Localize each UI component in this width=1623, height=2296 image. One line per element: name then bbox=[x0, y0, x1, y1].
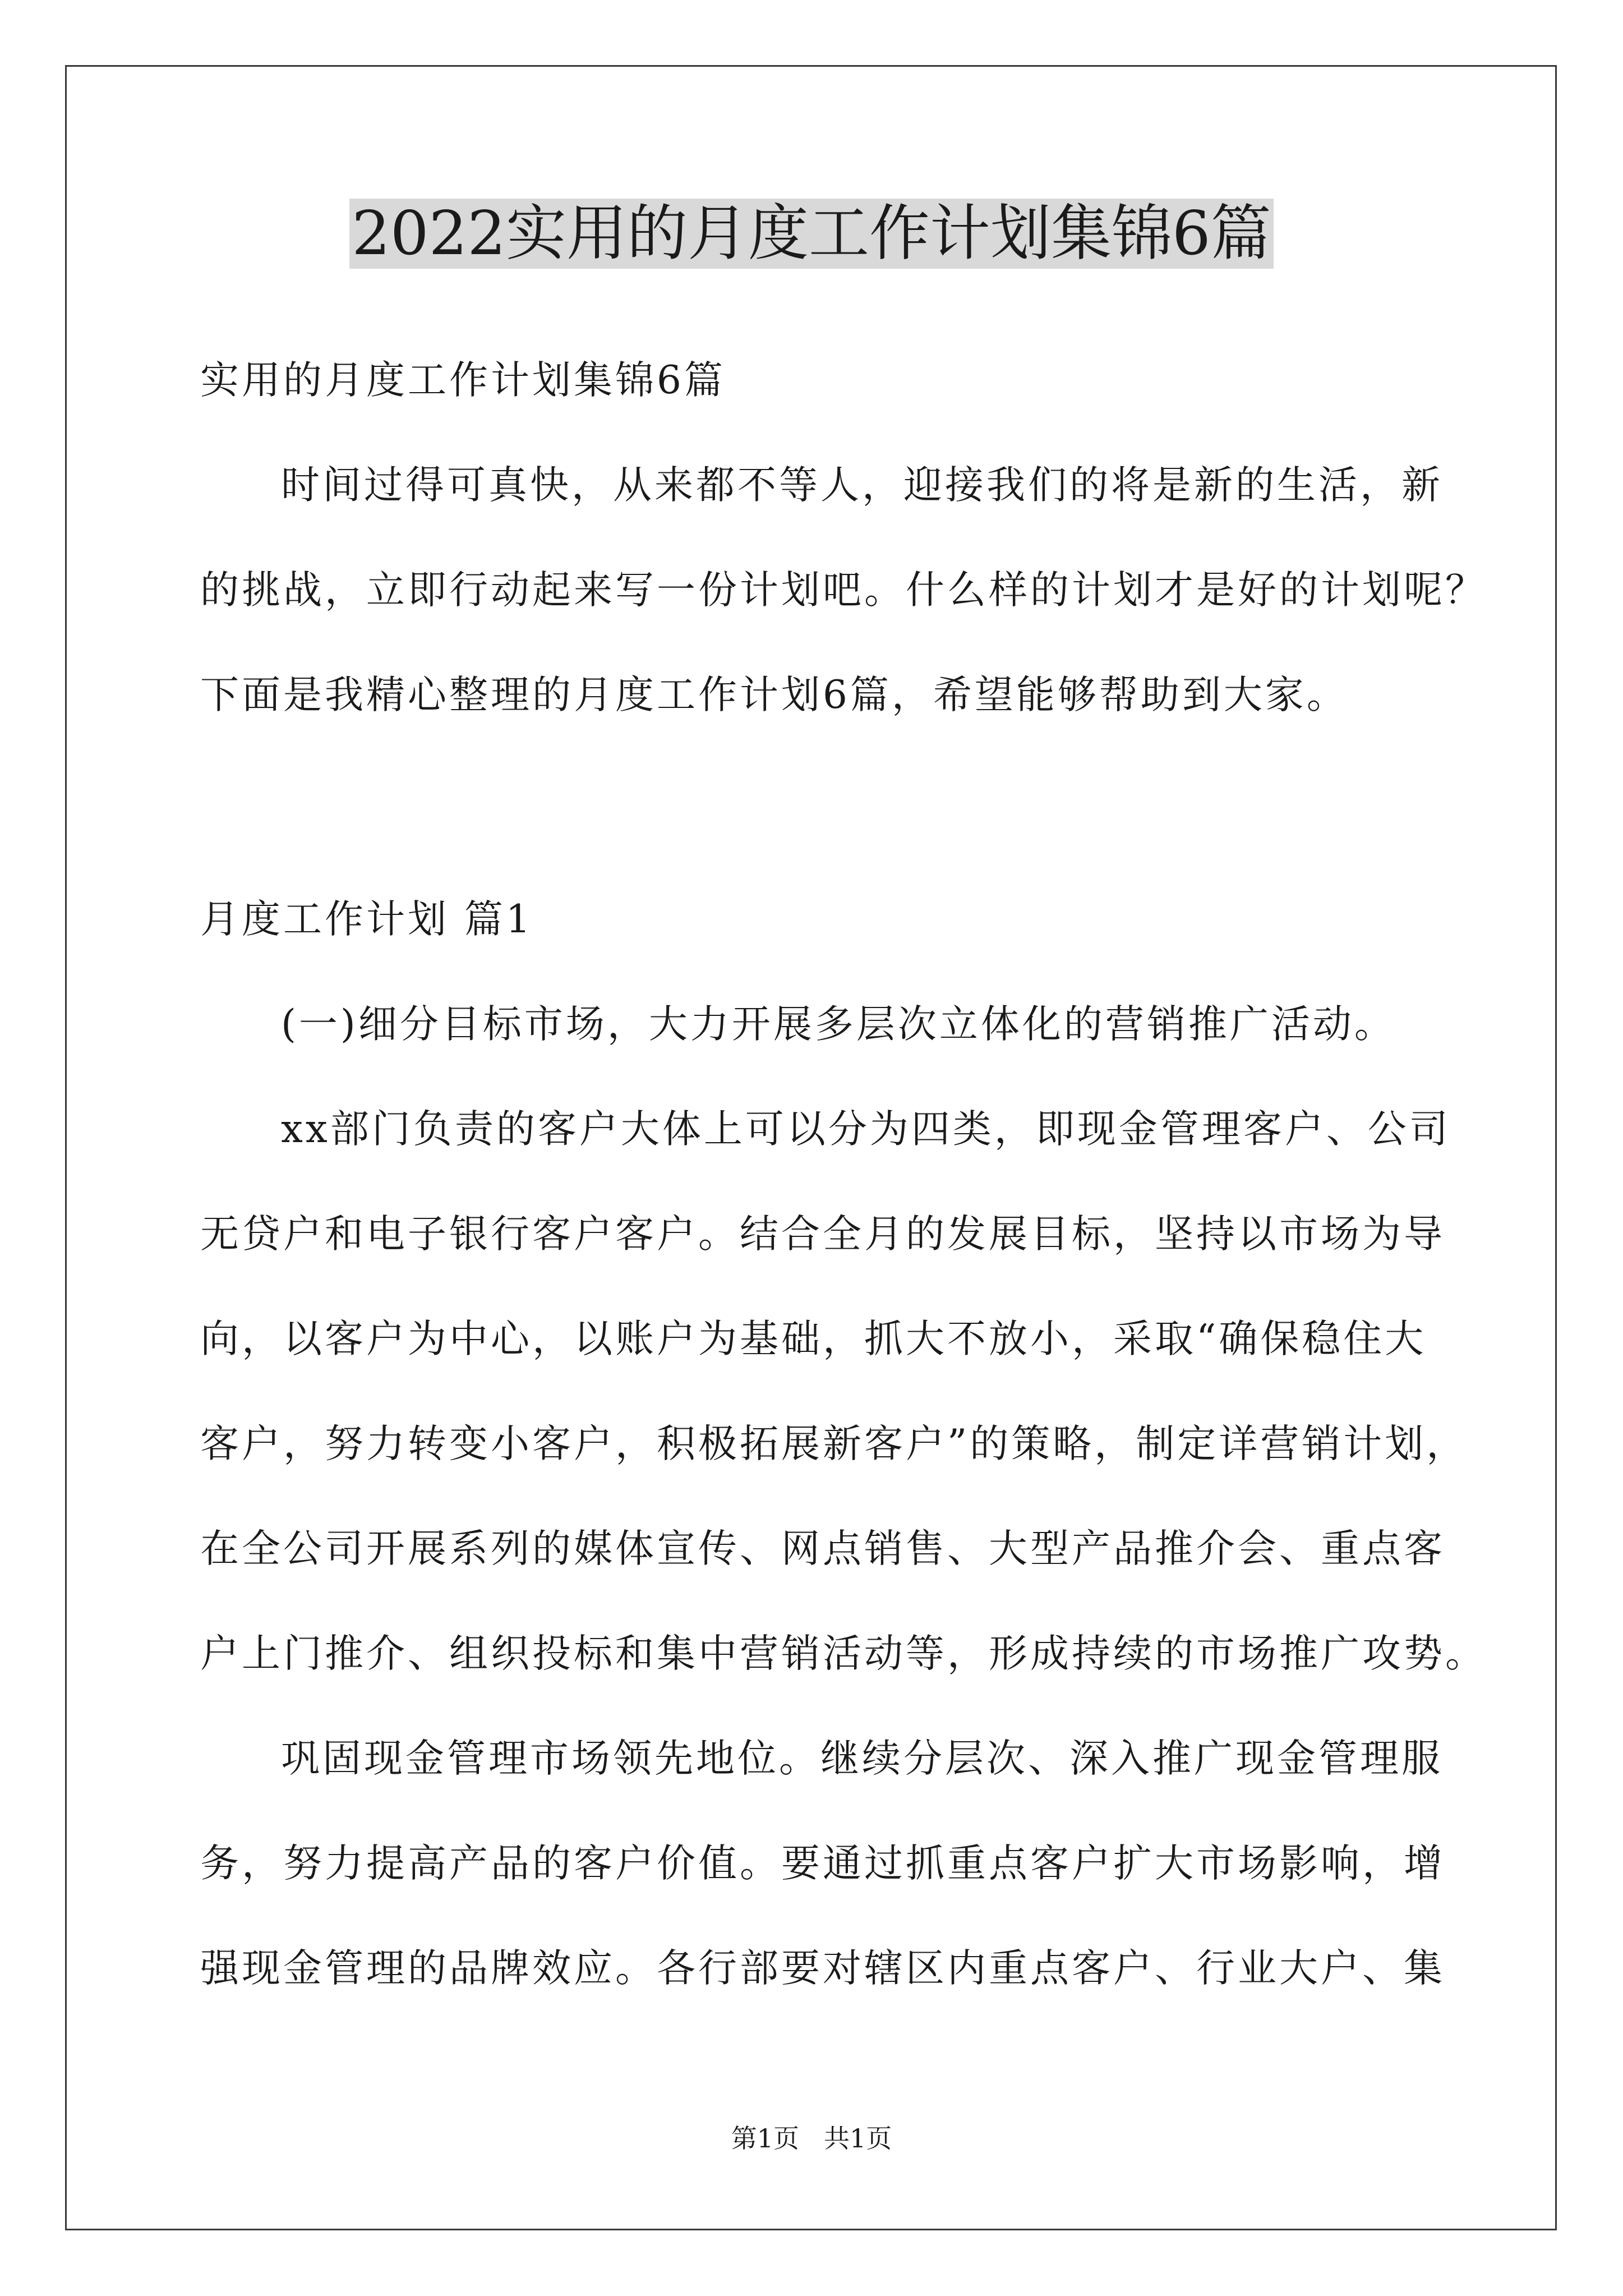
document-title bbox=[0, 192, 1623, 276]
page-number: 第1页 bbox=[731, 2123, 799, 2154]
paragraph-line: xx部门负责的客户大体上可以分为四类，即现金管理客户、公司 bbox=[281, 1107, 1451, 1152]
page-total: 共1页 bbox=[824, 2123, 892, 2154]
paragraph-line: 户上门推介、组织投标和集中营销活动等，形成持续的市场推广攻势。 bbox=[200, 1631, 1487, 1676]
section-heading: 月度工作计划 篇1 bbox=[200, 897, 533, 942]
document-subtitle: 实用的月度工作计划集锦6篇 bbox=[200, 358, 726, 403]
paragraph-line: 无贷户和电子银行客户客户。结合全月的发展目标，坚持以市场为导 bbox=[200, 1212, 1445, 1257]
intro-line: 下面是我精心整理的月度工作计划6篇，希望能够帮助到大家。 bbox=[200, 673, 1348, 717]
paragraph-line: 务，努力提高产品的客户价值。要通过抓重点客户扩大市场影响，增 bbox=[200, 1841, 1445, 1886]
paragraph-line: 强现金管理的品牌效应。各行部要对辖区内重点客户、行业大户、集 bbox=[200, 1946, 1445, 1991]
point-heading: (一)细分目标市场，大力开展多层次立体化的营销推广活动。 bbox=[281, 1002, 1396, 1047]
paragraph-line: 客户，努力转变小客户，积极拓展新客户”的策略，制定详营销计划， bbox=[200, 1421, 1468, 1466]
intro-line: 的挑战，立即行动起来写一份计划吧。什么样的计划才是好的计划呢？ bbox=[200, 568, 1487, 613]
page-footer bbox=[0, 2122, 1623, 2155]
document-title-text: 2022实用的月度工作计划集锦6篇 bbox=[349, 199, 1274, 269]
paragraph-line: 向，以客户为中心，以账户为基础，抓大不放小，采取“确保稳住大 bbox=[200, 1317, 1427, 1361]
paragraph-line: 巩固现金管理市场领先地位。继续分层次、深入推广现金管理服 bbox=[281, 1736, 1443, 1781]
paragraph-line: 在全公司开展系列的媒体宣传、网点销售、大型产品推介会、重点客 bbox=[200, 1526, 1445, 1571]
intro-line: 时间过得可真快，从来都不等人，迎接我们的将是新的生活，新 bbox=[281, 463, 1443, 508]
